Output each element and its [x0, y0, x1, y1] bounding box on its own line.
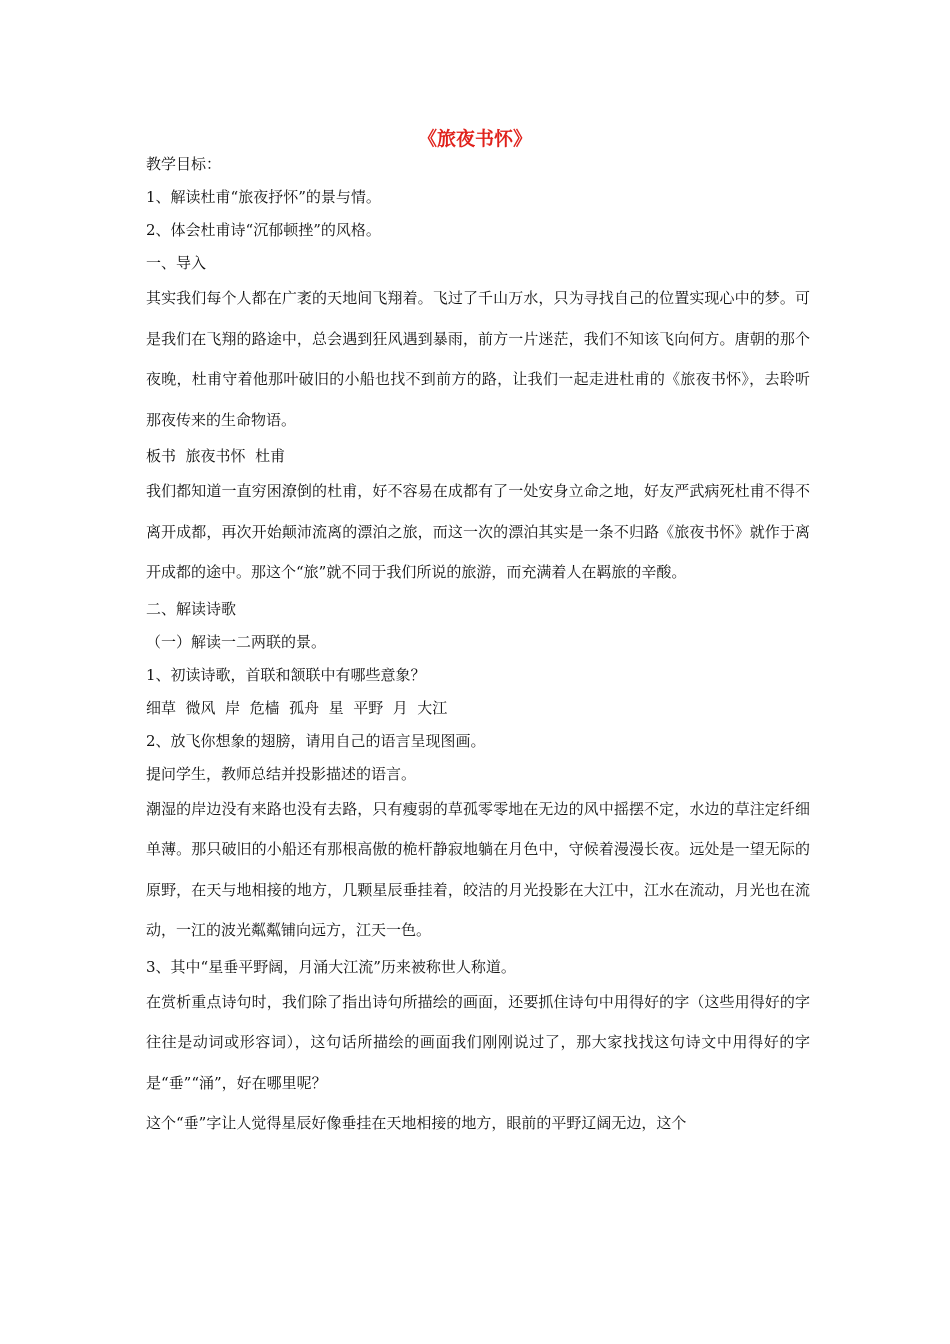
section-heading-intro: 一、导入: [146, 254, 207, 272]
instruction-line: 提问学生，教师总结并投影描述的语言。: [146, 764, 417, 783]
objective-item: 1、解读杜甫“旅夜抒怀”的景与情。: [146, 188, 381, 206]
question-item: 1、初读诗歌，首联和颔联中有哪些意象？: [146, 665, 426, 684]
objective-item: 2、体会杜甫诗“沉郁顿挫”的风格。: [146, 221, 381, 239]
blackboard-note: 板书 旅夜书怀 杜甫: [146, 447, 286, 465]
section-heading-analysis: 二、解读诗歌: [146, 599, 237, 618]
question-item: 3、其中“星垂平野阔，月涌大江流”历来被称世人称道。: [146, 957, 516, 976]
paragraph: 其实我们每个人都在广袤的天地间飞翔着。飞过了千山万水，只为寻找自己的位置实现心中的梦。可是我们在飞翔的路途中，总会遇到狂风遇到暴雨，前方一片迷茫，我们不知该飞向何方。唐朝的那个夜晚，杜甫守着他那叶破旧的小船也找不到前方的路，让我们一起走进杜甫的《旅夜书怀》，去聆听那夜传来的生命物语。: [146, 289, 810, 429]
document-body: [146, 148, 810, 1144]
section-heading-objectives: 教学目标：: [146, 155, 222, 173]
imagery-list: 细草 微风 岸 危樯 孤舟 星 平野 月 大江: [146, 698, 448, 717]
subsection-heading: （一）解读一二两联的景。: [146, 632, 327, 651]
paragraph: 在赏析重点诗句时，我们除了指出诗句所描绘的画面，还要抓住诗句中用得好的字（这些用得好的字往往是动词或形容词），这句话所描绘的画面我们刚刚说过了，那大家找找这句诗文中用得好的字是“垂”“涌”，好在哪里呢？: [146, 992, 810, 1092]
paragraph: 我们都知道一直穷困潦倒的杜甫，好不容易在成都有了一处安身立命之地，好友严武病死杜甫不得不离开成都，再次开始颠沛流离的漂泊之旅，而这一次的漂泊其实是一条不归路《旅夜书怀》就作于离开成都的途中。那这个“旅”就不同于我们所说的旅游，而充满着人在羁旅的辛酸。: [146, 482, 810, 581]
paragraph: 这个“垂”字让人觉得星辰好像垂挂在天地相接的地方，眼前的平野辽阔无边，这个: [146, 1114, 687, 1132]
paragraph: 潮湿的岸边没有来路也没有去路，只有瘦弱的草孤零零地在无边的风中摇摆不定，水边的草注定纤细单薄。那只破旧的小船还有那根高傲的桅杆静寂地躺在月色中，守候着漫漫长夜。远处是一望无际的原野，在天与地相接的地方，几颗星辰垂挂着，皎洁的月光投影在大江中，江水在流动，月光也在流动，一江的波光粼粼铺向远方，江天一色。: [146, 799, 810, 939]
question-item: 2、放飞你想象的翅膀，请用自己的语言呈现图画。: [146, 731, 486, 750]
document-title: 《旅夜书怀》: [417, 128, 532, 150]
